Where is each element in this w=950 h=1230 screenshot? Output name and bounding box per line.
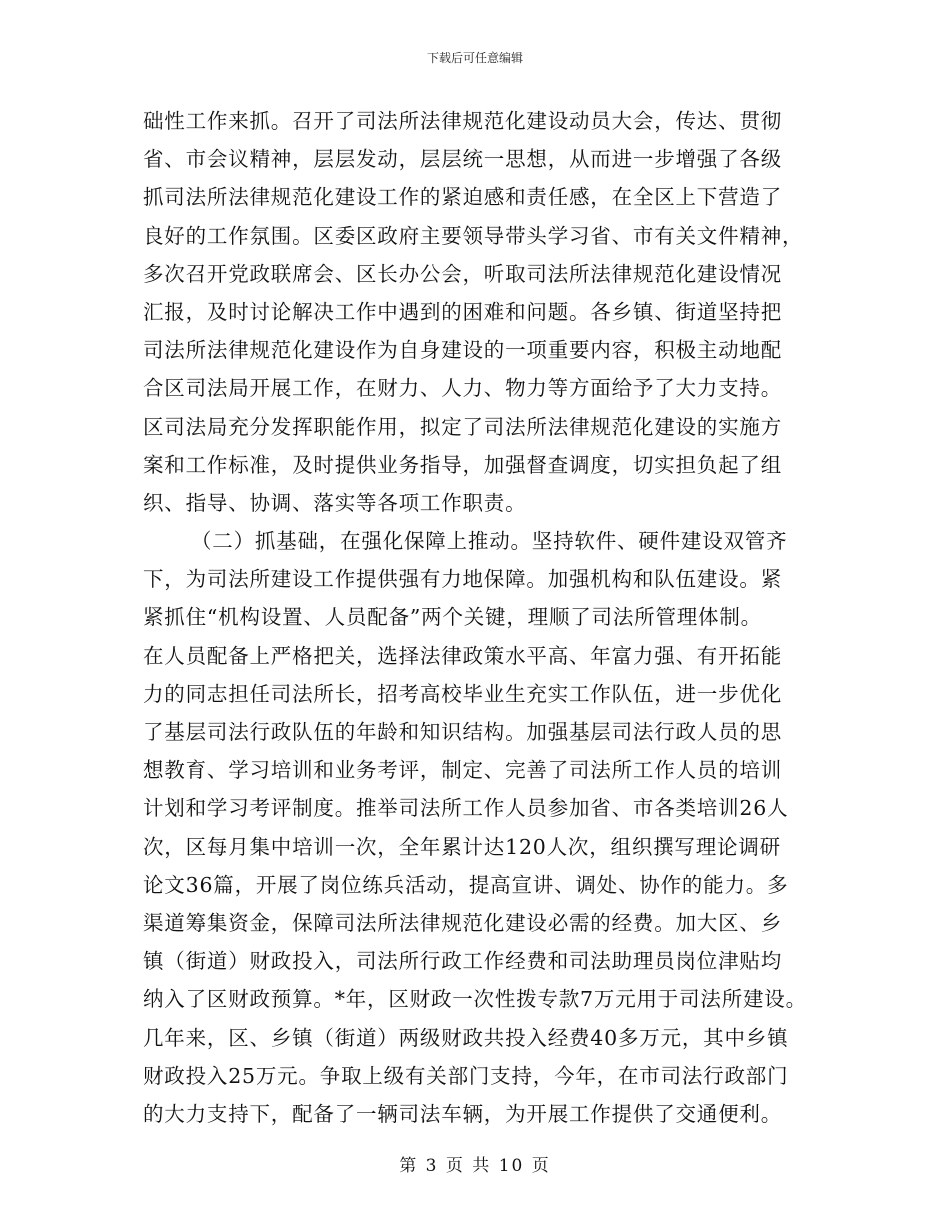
body-line: 论文36篇，开展了岗位练兵活动，提高宣讲、调处、协作的能力。多: [143, 872, 789, 897]
body-line-paragraph-start: （二）抓基础，在强化保障上推动。坚持软件、硬件建设双管齐: [191, 529, 788, 554]
body-line: 在人员配备上严格把关，选择法律政策水平高、年富力强、有开拓能: [143, 643, 782, 668]
body-line: 计划和学习考评制度。推举司法所工作人员参加省、市各类培训26人: [143, 796, 789, 821]
body-line: 司法所法律规范化建设作为自身建设的一项重要内容，积极主动地配: [143, 338, 782, 363]
body-line: 良好的工作氛围。区委区政府主要领导带头学习省、市有关文件精神，: [143, 223, 804, 248]
body-line: 了基层司法行政队伍的年龄和知识结构。加强基层司法行政人员的思: [143, 720, 782, 744]
page-header: 下载后可任意编辑: [426, 51, 523, 65]
body-line: 渠道筹集资金，保障司法所法律规范化建设必需的经费。加大区、乡: [143, 910, 782, 935]
body-line: 多次召开党政联席会、区长办公会，听取司法所法律规范化建设情况: [143, 261, 782, 286]
body-line: 紧抓住“机构设置、人员配备”两个关键，理顺了司法所管理体制。: [143, 605, 762, 630]
body-line: 几年来，区、乡镇（街道）两级财政共投入经费40多万元，其中乡镇: [143, 1025, 789, 1050]
body-line: 想教育、学习培训和业务考评，制定、完善了司法所工作人员的培训: [143, 758, 782, 783]
body-line: 纳入了区财政预算。*年，区财政一次性拨专款7万元用于司法所建设。: [143, 987, 807, 1012]
body-line: 省、市会议精神，层层发动，层层统一思想，从而进一步增强了各级: [143, 147, 782, 172]
body-line: 力的同志担任司法所长，招考高校毕业生充实工作队伍，进一步优化: [143, 681, 782, 706]
body-line: 下，为司法所建设工作提供强有力地保障。加强机构和队伍建设。紧: [143, 567, 782, 592]
body-line: 区司法局充分发挥职能作用，拟定了司法所法律规范化建设的实施方: [143, 414, 782, 439]
body-line: 镇（街道）财政投入，司法所行政工作经费和司法助理员岗位津贴均: [143, 949, 782, 974]
body-line: 合区司法局开展工作，在财力、人力、物力等方面给予了大力支持。: [143, 376, 782, 401]
body-line: 织、指导、协调、落实等各项工作职责。: [143, 490, 527, 515]
body-line: 础性工作来抓。召开了司法所法律规范化建设动员大会，传达、贯彻: [143, 109, 782, 133]
document-body: [143, 102, 823, 1133]
body-line: 汇报，及时讨论解决工作中遇到的困难和问题。各乡镇、街道坚持把: [143, 299, 782, 324]
body-line: 抓司法所法律规范化建设工作的紧迫感和责任感，在全区上下营造了: [143, 185, 782, 210]
body-line: 案和工作标准，及时提供业务指导，加强督查调度，切实担负起了组: [143, 452, 782, 477]
page-number-footer: 第 3 页 共 10 页: [399, 1156, 551, 1176]
body-line: 财政投入25万元。争取上级有关部门支持，今年，在市司法行政部门: [143, 1063, 789, 1088]
body-line: 次，区每月集中培训一次，全年累计达120人次，组织撰写理论调研: [143, 834, 781, 859]
body-line: 的大力支持下，配备了一辆司法车辆，为开展工作提供了交通便利。: [143, 1101, 782, 1126]
